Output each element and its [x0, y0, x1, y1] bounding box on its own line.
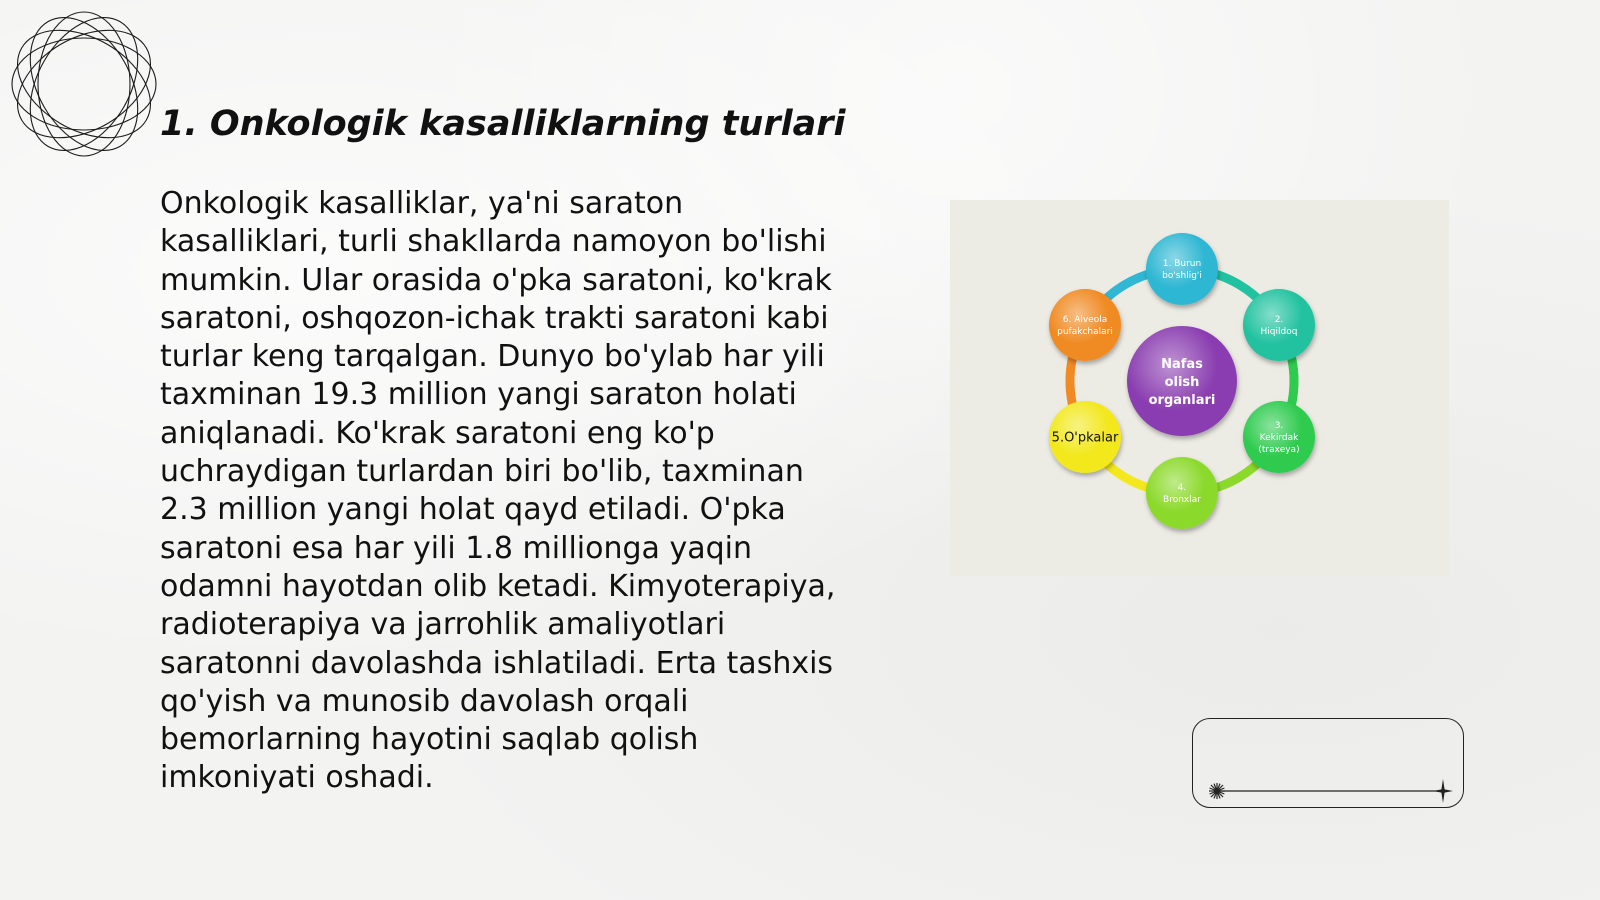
cycle-node-label: 6. Alveola	[1062, 315, 1108, 325]
spirograph-ornament-icon	[8, 8, 160, 160]
cycle-node-label: 3.	[1274, 421, 1284, 431]
cycle-node-label: 2.	[1274, 315, 1284, 325]
cycle-node	[1146, 457, 1218, 529]
cycle-node-label: 1. Burun	[1162, 259, 1202, 269]
decorative-line-box	[1192, 718, 1464, 808]
cycle-node	[1049, 401, 1121, 473]
cycle-node-label: pufakchalari	[1057, 327, 1113, 337]
cycle-diagram	[950, 200, 1449, 576]
cycle-node-label: Kekirdak	[1259, 433, 1299, 443]
cycle-center-label: olish	[1164, 375, 1200, 390]
cycle-node-label: bo'shlig'i	[1162, 271, 1202, 281]
sparkle-burst-icon	[1209, 783, 1225, 799]
cycle-node	[1243, 289, 1315, 361]
cycle-node	[1049, 289, 1121, 361]
cycle-node-label: 4.	[1177, 483, 1187, 493]
slide-title: 1. Onkologik kasalliklarning turlari	[160, 104, 846, 144]
cycle-center-label: Nafas	[1161, 357, 1203, 372]
slide-body-text: Onkologik kasalliklar, ya'ni saraton kasalliklari, turli shakllarda namoyon bo'lishi mumkin. Ular orasida o'pka saratoni, ko'krak saratoni, oshqozon-ichak trakti saratoni kabi turlar keng tarqalgan. Dunyo bo'ylab har yili taxminan 19.3 million yangi saraton holati aniqlanadi. Ko'krak saratoni eng ko'p uchraydigan turlardan biri bo'lib, taxminan 2.3 million yangi holat qayd etiladi. O'pka saratoni esa har yili 1.8 millionga yaqin odamni hayotdan olib ketadi. Kimyoterapiya, radioterapiya va jarrohlik amaliyotlari saratonni davolashda ishlatiladi. Erta tashxis qo'yish va munosib davolash orqali bemorlarning hayotini saqlab qolish imkoniyati oshadi.	[160, 186, 836, 796]
cycle-node-label: Bronxlar	[1163, 495, 1201, 505]
cycle-center-node	[1127, 326, 1237, 436]
four-point-star-icon	[1433, 779, 1453, 803]
cycle-node-label: (traxeya)	[1258, 445, 1300, 455]
cycle-node	[1243, 401, 1315, 473]
respiratory-organs-diagram	[950, 200, 1449, 576]
cycle-node-label: 5.O'pkalar	[1051, 430, 1119, 446]
cycle-center-label: organlari	[1148, 393, 1216, 408]
cycle-node-label: Hiqildoq	[1260, 327, 1298, 337]
cycle-node	[1146, 233, 1218, 305]
